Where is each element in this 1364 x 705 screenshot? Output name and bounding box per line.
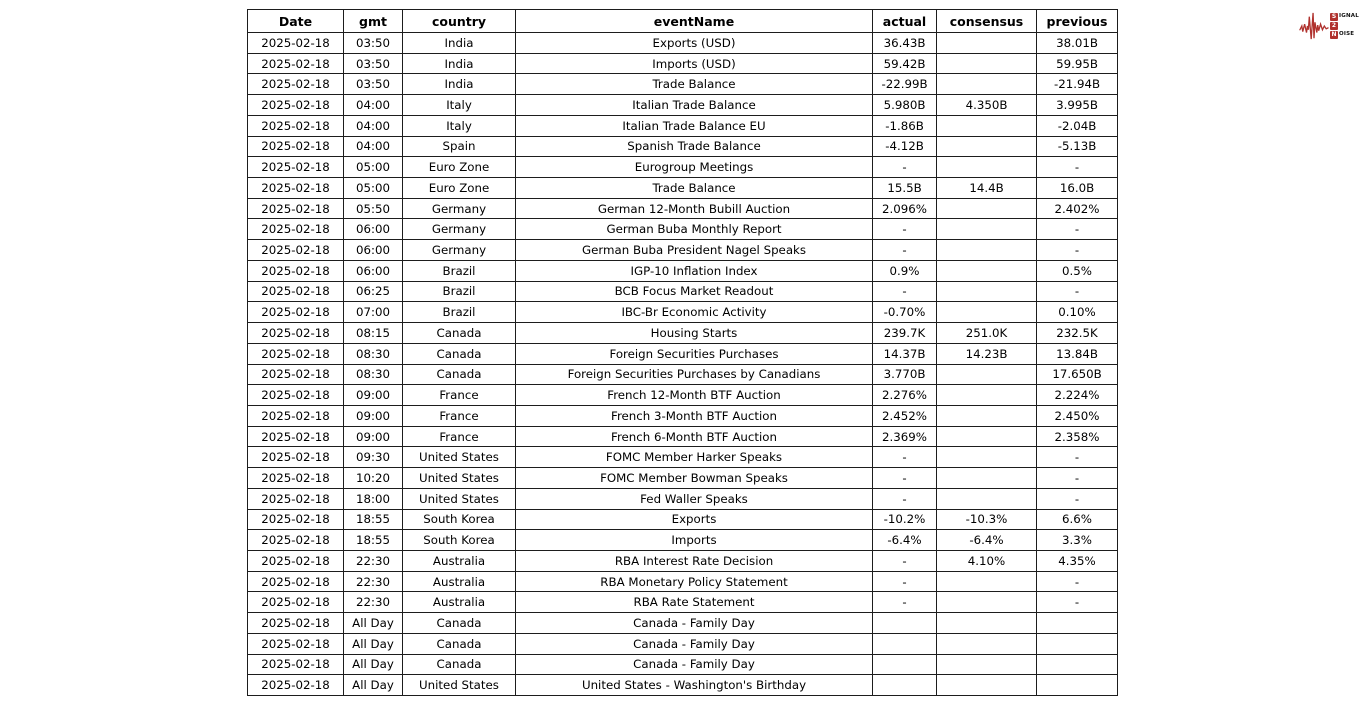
table-cell: 2025-02-18: [248, 323, 344, 344]
table-cell: French 3-Month BTF Auction: [516, 405, 873, 426]
table-cell: Foreign Securities Purchases: [516, 343, 873, 364]
table-cell: Imports: [516, 530, 873, 551]
table-cell: 2025-02-18: [248, 260, 344, 281]
table-cell: Euro Zone: [403, 178, 516, 199]
column-header-eventname: eventName: [516, 10, 873, 33]
table-cell: 2025-02-18: [248, 405, 344, 426]
logo-letter-n: N: [1331, 31, 1337, 38]
table-cell: -: [1037, 592, 1118, 613]
table-cell: 13.84B: [1037, 343, 1118, 364]
table-cell: 09:00: [344, 405, 403, 426]
table-row: [248, 488, 1118, 509]
table-cell: 2025-02-18: [248, 198, 344, 219]
column-header-gmt: gmt: [344, 10, 403, 33]
table-cell: Canada: [403, 654, 516, 675]
table-cell: RBA Rate Statement: [516, 592, 873, 613]
table-cell: 2025-02-18: [248, 571, 344, 592]
table-cell: -6.4%: [873, 530, 937, 551]
table-cell: Eurogroup Meetings: [516, 157, 873, 178]
table-cell: German Buba President Nagel Speaks: [516, 240, 873, 261]
table-cell: 10:20: [344, 468, 403, 489]
table-cell: -: [1037, 219, 1118, 240]
table-cell: Italian Trade Balance EU: [516, 115, 873, 136]
table-cell: 5.980B: [873, 95, 937, 116]
table-row: [248, 74, 1118, 95]
table-cell: [937, 364, 1037, 385]
table-cell: -: [873, 447, 937, 468]
table-cell: German Buba Monthly Report: [516, 219, 873, 240]
table-cell: Germany: [403, 219, 516, 240]
table-cell: [937, 281, 1037, 302]
table-cell: 05:00: [344, 157, 403, 178]
table-cell: 09:00: [344, 426, 403, 447]
table-cell: -: [1037, 447, 1118, 468]
table-cell: [873, 633, 937, 654]
table-cell: 38.01B: [1037, 33, 1118, 54]
table-cell: Canada: [403, 364, 516, 385]
table-cell: IGP-10 Inflation Index: [516, 260, 873, 281]
table-row: [248, 509, 1118, 530]
table-cell: India: [403, 33, 516, 54]
table-cell: 2025-02-18: [248, 488, 344, 509]
column-header-country: country: [403, 10, 516, 33]
table-cell: Australia: [403, 571, 516, 592]
table-cell: 2025-02-18: [248, 364, 344, 385]
table-cell: -: [873, 157, 937, 178]
table-cell: [937, 385, 1037, 406]
table-cell: 2025-02-18: [248, 592, 344, 613]
waveform-icon: [1299, 10, 1329, 42]
table-cell: 2025-02-18: [248, 302, 344, 323]
table-row: [248, 33, 1118, 54]
table-cell: [1037, 675, 1118, 696]
table-row: [248, 592, 1118, 613]
table-cell: 0.5%: [1037, 260, 1118, 281]
table-cell: 08:30: [344, 343, 403, 364]
table-cell: -: [1037, 468, 1118, 489]
table-cell: 4.35%: [1037, 550, 1118, 571]
table-cell: 2025-02-18: [248, 550, 344, 571]
table-row: [248, 426, 1118, 447]
table-cell: United States: [403, 468, 516, 489]
table-cell: -1.86B: [873, 115, 937, 136]
table-cell: All Day: [344, 633, 403, 654]
table-cell: Australia: [403, 592, 516, 613]
table-row: [248, 633, 1118, 654]
table-cell: -: [1037, 488, 1118, 509]
table-cell: [937, 675, 1037, 696]
table-cell: -: [873, 488, 937, 509]
table-cell: 2025-02-18: [248, 115, 344, 136]
table-cell: 09:00: [344, 385, 403, 406]
table-cell: 05:00: [344, 178, 403, 199]
logo-letter-2: 2: [1331, 22, 1337, 29]
table-cell: Brazil: [403, 260, 516, 281]
table-cell: 59.95B: [1037, 53, 1118, 74]
table-cell: United States: [403, 488, 516, 509]
table-cell: -: [873, 468, 937, 489]
table-cell: 14.4B: [937, 178, 1037, 199]
table-cell: 18:00: [344, 488, 403, 509]
table-cell: 2.369%: [873, 426, 937, 447]
table-cell: [937, 488, 1037, 509]
table-row: [248, 281, 1118, 302]
table-cell: -22.99B: [873, 74, 937, 95]
table-cell: 03:50: [344, 74, 403, 95]
table-cell: 2025-02-18: [248, 95, 344, 116]
table-cell: [937, 198, 1037, 219]
table-cell: 2025-02-18: [248, 633, 344, 654]
table-cell: 17.650B: [1037, 364, 1118, 385]
table-cell: 2025-02-18: [248, 240, 344, 261]
table-cell: French 6-Month BTF Auction: [516, 426, 873, 447]
table-cell: 2025-02-18: [248, 468, 344, 489]
economic-calendar-table: [247, 9, 1118, 696]
table-cell: [937, 115, 1037, 136]
table-cell: Canada - Family Day: [516, 613, 873, 634]
table-cell: 06:00: [344, 260, 403, 281]
table-cell: 2025-02-18: [248, 33, 344, 54]
table-cell: 06:00: [344, 240, 403, 261]
table-row: [248, 447, 1118, 468]
table-cell: French 12-Month BTF Auction: [516, 385, 873, 406]
table-cell: 2.358%: [1037, 426, 1118, 447]
table-cell: Imports (USD): [516, 53, 873, 74]
table-cell: 2025-02-18: [248, 157, 344, 178]
table-cell: Canada - Family Day: [516, 654, 873, 675]
table-cell: -6.4%: [937, 530, 1037, 551]
table-cell: [873, 654, 937, 675]
table-cell: [873, 675, 937, 696]
table-cell: [937, 447, 1037, 468]
table-cell: 14.23B: [937, 343, 1037, 364]
logo-line-signal: [1330, 13, 1359, 21]
table-cell: Exports: [516, 509, 873, 530]
table-row: [248, 364, 1118, 385]
table-cell: BCB Focus Market Readout: [516, 281, 873, 302]
table-row: [248, 115, 1118, 136]
table-cell: FOMC Member Bowman Speaks: [516, 468, 873, 489]
table-cell: 2025-02-18: [248, 385, 344, 406]
table-cell: 2025-02-18: [248, 281, 344, 302]
table-cell: Spain: [403, 136, 516, 157]
table-cell: 18:55: [344, 530, 403, 551]
table-cell: Canada: [403, 633, 516, 654]
table-cell: United States - Washington's Birthday: [516, 675, 873, 696]
table-cell: -5.13B: [1037, 136, 1118, 157]
table-cell: 03:50: [344, 33, 403, 54]
table-cell: United States: [403, 675, 516, 696]
table-cell: Italy: [403, 95, 516, 116]
table-cell: 07:00: [344, 302, 403, 323]
table-cell: Housing Starts: [516, 323, 873, 344]
table-cell: Italian Trade Balance: [516, 95, 873, 116]
table-row: [248, 550, 1118, 571]
logo-text-oise: OISE: [1339, 31, 1355, 38]
table-cell: [873, 613, 937, 634]
table-cell: [937, 613, 1037, 634]
table-cell: 3.995B: [1037, 95, 1118, 116]
header-row: [248, 10, 1118, 33]
table-cell: 36.43B: [873, 33, 937, 54]
table-cell: All Day: [344, 613, 403, 634]
table-row: [248, 157, 1118, 178]
table-cell: 239.7K: [873, 323, 937, 344]
table-cell: [937, 74, 1037, 95]
table-cell: RBA Monetary Policy Statement: [516, 571, 873, 592]
column-header-previous: previous: [1037, 10, 1118, 33]
logo-line-noise: [1330, 31, 1359, 39]
table-row: [248, 530, 1118, 551]
table-cell: 2025-02-18: [248, 426, 344, 447]
table-cell: -21.94B: [1037, 74, 1118, 95]
table-cell: 59.42B: [873, 53, 937, 74]
table-cell: 2025-02-18: [248, 136, 344, 157]
table-row: [248, 95, 1118, 116]
table-cell: 2025-02-18: [248, 53, 344, 74]
table-cell: 2025-02-18: [248, 178, 344, 199]
table-row: [248, 571, 1118, 592]
column-header-consensus: consensus: [937, 10, 1037, 33]
table-cell: -: [873, 240, 937, 261]
table-cell: 2.450%: [1037, 405, 1118, 426]
table-row: [248, 343, 1118, 364]
table-cell: Euro Zone: [403, 157, 516, 178]
table-cell: 6.6%: [1037, 509, 1118, 530]
table-cell: 2025-02-18: [248, 654, 344, 675]
table-row: [248, 53, 1118, 74]
table-cell: [937, 219, 1037, 240]
table-cell: [937, 157, 1037, 178]
table-cell: [937, 426, 1037, 447]
table-cell: 2.224%: [1037, 385, 1118, 406]
table-cell: 4.10%: [937, 550, 1037, 571]
table-cell: -2.04B: [1037, 115, 1118, 136]
table-cell: German 12-Month Bubill Auction: [516, 198, 873, 219]
table-cell: France: [403, 385, 516, 406]
table-cell: 03:50: [344, 53, 403, 74]
table-cell: 04:00: [344, 95, 403, 116]
table-cell: 2025-02-18: [248, 613, 344, 634]
table-cell: 2.452%: [873, 405, 937, 426]
table-cell: Canada: [403, 323, 516, 344]
table-cell: -: [1037, 281, 1118, 302]
column-header-date: Date: [248, 10, 344, 33]
table-cell: 2025-02-18: [248, 530, 344, 551]
table-cell: IBC-Br Economic Activity: [516, 302, 873, 323]
table-cell: -4.12B: [873, 136, 937, 157]
table-cell: South Korea: [403, 509, 516, 530]
table-cell: -: [1037, 571, 1118, 592]
table-cell: All Day: [344, 654, 403, 675]
table-cell: 18:55: [344, 509, 403, 530]
table-cell: United States: [403, 447, 516, 468]
signal-2-noise-logo: [1299, 8, 1361, 44]
table-cell: [1037, 613, 1118, 634]
table-row: [248, 654, 1118, 675]
table-cell: 2.402%: [1037, 198, 1118, 219]
table-cell: -: [873, 571, 937, 592]
table-cell: Exports (USD): [516, 33, 873, 54]
table-cell: FOMC Member Harker Speaks: [516, 447, 873, 468]
table-cell: 14.37B: [873, 343, 937, 364]
table-cell: RBA Interest Rate Decision: [516, 550, 873, 571]
logo-line-2: [1330, 22, 1359, 30]
table-cell: 09:30: [344, 447, 403, 468]
table-cell: 3.770B: [873, 364, 937, 385]
table-cell: [937, 33, 1037, 54]
table-cell: [937, 468, 1037, 489]
logo-text-block: [1330, 13, 1359, 39]
table-cell: -: [873, 550, 937, 571]
table-cell: Italy: [403, 115, 516, 136]
table-cell: India: [403, 74, 516, 95]
table-cell: 16.0B: [1037, 178, 1118, 199]
table-cell: 04:00: [344, 136, 403, 157]
table-row: [248, 198, 1118, 219]
table-cell: France: [403, 426, 516, 447]
table-cell: 2025-02-18: [248, 509, 344, 530]
table-cell: [937, 136, 1037, 157]
table-cell: 2.096%: [873, 198, 937, 219]
table-row: [248, 405, 1118, 426]
table-row: [248, 219, 1118, 240]
table-cell: Foreign Securities Purchases by Canadians: [516, 364, 873, 385]
table-cell: 15.5B: [873, 178, 937, 199]
table-body: [248, 33, 1118, 696]
table-cell: [1037, 654, 1118, 675]
table-cell: Trade Balance: [516, 74, 873, 95]
table-cell: -: [1037, 157, 1118, 178]
table-cell: 2025-02-18: [248, 447, 344, 468]
table-cell: 06:25: [344, 281, 403, 302]
logo-text-ignal: IGNAL: [1339, 13, 1359, 20]
table-row: [248, 675, 1118, 696]
table-cell: -: [873, 281, 937, 302]
table-cell: -10.3%: [937, 509, 1037, 530]
table-cell: 2025-02-18: [248, 74, 344, 95]
table-cell: France: [403, 405, 516, 426]
table-cell: -: [873, 592, 937, 613]
logo-letter-s: S: [1331, 13, 1337, 20]
table-row: [248, 178, 1118, 199]
table-cell: Germany: [403, 198, 516, 219]
table-cell: 22:30: [344, 592, 403, 613]
table-cell: All Day: [344, 675, 403, 696]
table-cell: -: [873, 219, 937, 240]
table-cell: 4.350B: [937, 95, 1037, 116]
table-cell: [937, 654, 1037, 675]
column-header-actual: actual: [873, 10, 937, 33]
table-cell: 0.10%: [1037, 302, 1118, 323]
table-row: [248, 260, 1118, 281]
table-cell: 08:15: [344, 323, 403, 344]
table-cell: -0.70%: [873, 302, 937, 323]
table-cell: [937, 240, 1037, 261]
table-cell: India: [403, 53, 516, 74]
table-cell: 232.5K: [1037, 323, 1118, 344]
table-cell: [937, 260, 1037, 281]
table-cell: 2025-02-18: [248, 343, 344, 364]
table-cell: 05:50: [344, 198, 403, 219]
table-cell: [937, 53, 1037, 74]
table-cell: Germany: [403, 240, 516, 261]
table-row: [248, 323, 1118, 344]
table-cell: 06:00: [344, 219, 403, 240]
table-cell: -: [1037, 240, 1118, 261]
table-row: [248, 468, 1118, 489]
table-cell: [937, 302, 1037, 323]
table-cell: Brazil: [403, 281, 516, 302]
table-row: [248, 240, 1118, 261]
table-cell: 04:00: [344, 115, 403, 136]
table-row: [248, 136, 1118, 157]
table-row: [248, 302, 1118, 323]
table-cell: Brazil: [403, 302, 516, 323]
table-row: [248, 613, 1118, 634]
table-cell: Australia: [403, 550, 516, 571]
table-cell: 251.0K: [937, 323, 1037, 344]
table-cell: 2.276%: [873, 385, 937, 406]
table-cell: 2025-02-18: [248, 675, 344, 696]
table-cell: Canada - Family Day: [516, 633, 873, 654]
table-cell: Canada: [403, 343, 516, 364]
table-cell: 2025-02-18: [248, 219, 344, 240]
table-cell: Trade Balance: [516, 178, 873, 199]
table-cell: 22:30: [344, 550, 403, 571]
table-cell: [937, 405, 1037, 426]
table-cell: -10.2%: [873, 509, 937, 530]
table-cell: Canada: [403, 613, 516, 634]
table-cell: [937, 592, 1037, 613]
table-cell: Fed Waller Speaks: [516, 488, 873, 509]
table-cell: Spanish Trade Balance: [516, 136, 873, 157]
table-cell: [937, 571, 1037, 592]
table-cell: [937, 633, 1037, 654]
table-cell: [1037, 633, 1118, 654]
table-cell: 3.3%: [1037, 530, 1118, 551]
table-cell: 08:30: [344, 364, 403, 385]
table-cell: 22:30: [344, 571, 403, 592]
table-row: [248, 385, 1118, 406]
table-cell: South Korea: [403, 530, 516, 551]
table-cell: 0.9%: [873, 260, 937, 281]
